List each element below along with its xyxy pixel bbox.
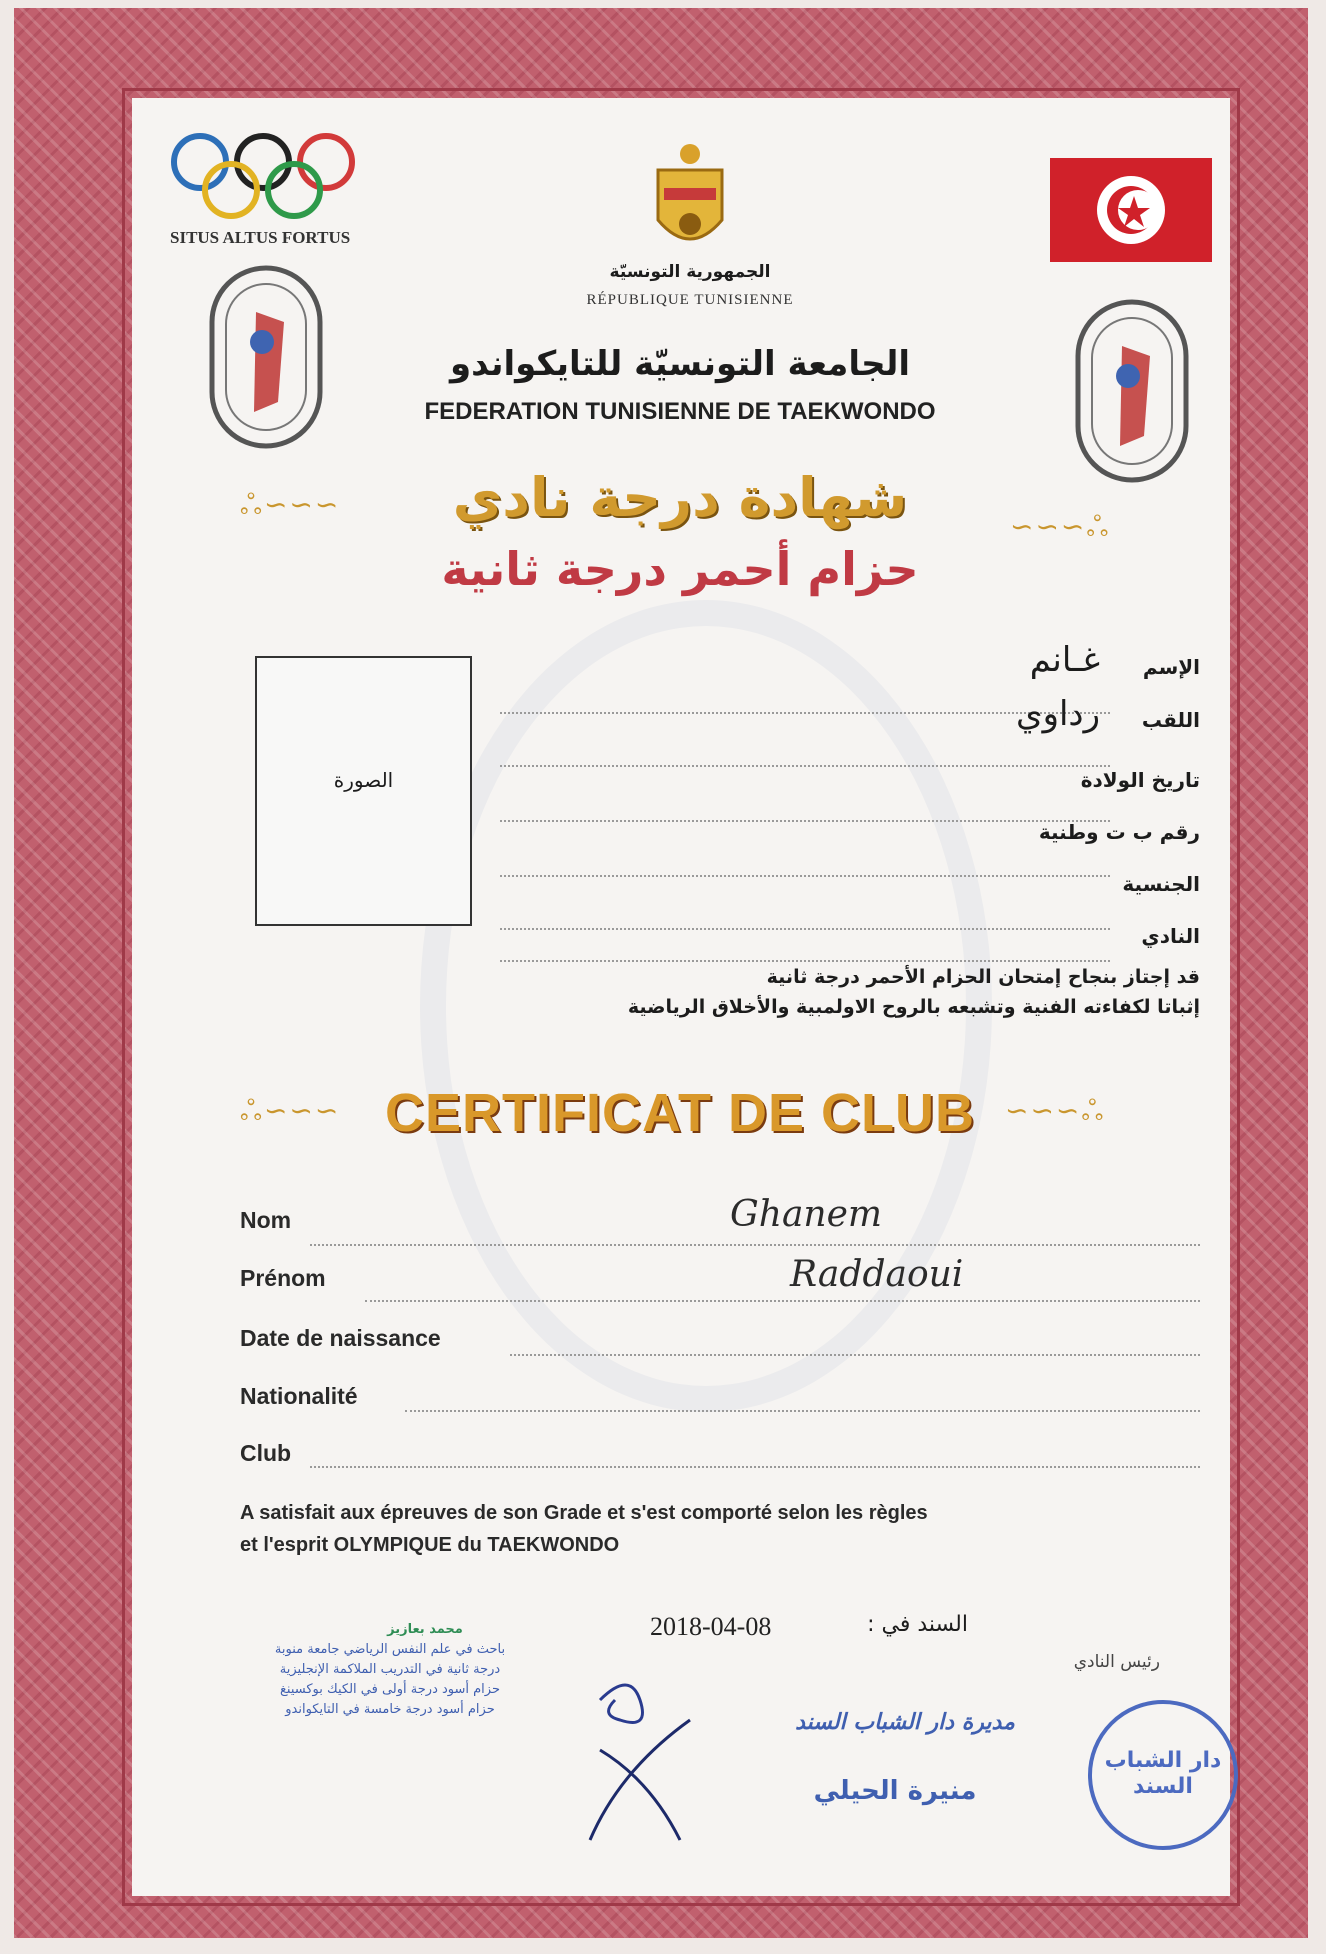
field-value-surname-ar: رداوي	[1015, 694, 1100, 734]
round-seal	[1088, 1700, 1238, 1850]
dotted-line	[405, 1410, 1200, 1412]
dotted-line	[310, 1466, 1200, 1468]
field-label-date-naissance: Date de naissance	[240, 1325, 441, 1351]
republic-french: RÉPUBLIQUE TUNISIENNE	[586, 292, 794, 308]
instructor-stamp-line: حزام أسود درجة أولى في الكيك بوكسينغ	[280, 1682, 500, 1697]
director-stamp-name: منيرة الحيلي	[813, 1776, 977, 1806]
field-label-nationalite: Nationalité	[240, 1383, 358, 1409]
field-label-nationality-ar: الجنسية	[1122, 872, 1200, 896]
field-label-nom: Nom	[240, 1207, 292, 1233]
field-label-name-ar: الإسم	[1142, 655, 1200, 679]
coat-of-arms-icon	[650, 140, 730, 260]
dotted-line	[500, 960, 1110, 962]
arabic-statement-line1: قد إجتاز بنجاح إمتحان الحزام الأحمر درجة ثانية	[766, 966, 1200, 988]
issue-date-value: 2018-04-08	[650, 1612, 772, 1641]
ornament-left-icon: ஃ∽∽∽	[240, 1094, 341, 1127]
federation-french: FEDERATION TUNISIENNE DE TAEKWONDO	[424, 398, 936, 425]
title-arabic-main: شهادة درجة نادي	[452, 466, 908, 529]
tunisian-flag	[1050, 158, 1212, 262]
dotted-line	[500, 875, 1110, 877]
dotted-line	[365, 1300, 1200, 1302]
olympic-motto: SITUS ALTUS FORTUS	[170, 228, 351, 247]
federation-arabic: الجامعة التونسيّة للتايكواندو	[449, 344, 911, 384]
field-label-club: Club	[240, 1440, 292, 1466]
issue-date-label: السند في :	[867, 1612, 968, 1637]
instructor-stamp-line: حزام أسود درجة خامسة في التايكواندو	[285, 1702, 495, 1717]
instructor-stamp-name: محمد بعازيز	[387, 1622, 463, 1637]
field-label-club-ar: النادي	[1141, 924, 1200, 948]
federation-seal-left-icon	[206, 262, 326, 452]
dotted-line	[310, 1244, 1200, 1246]
signature-icon	[560, 1660, 720, 1850]
ornament-left-icon: ஃ∽∽∽	[240, 488, 341, 521]
ornament-right-icon: ∽∽∽ஃ	[1010, 510, 1111, 543]
field-label-surname-ar: اللقب	[1141, 708, 1200, 732]
federation-seal-right-icon	[1072, 296, 1192, 486]
arabic-statement-line2: إثباتا لكفاءته الفنية وتشبعه بالروح الاولمبية والأخلاق الرياضية	[627, 996, 1200, 1018]
olympic-rings-icon	[168, 130, 358, 225]
instructor-stamp-line: درجة ثانية في التدريب الملاكمة الإنجليزية	[279, 1662, 501, 1677]
title-french: CERTIFICAT DE CLUB	[385, 1083, 975, 1143]
title-arabic-sub: حزام أحمر درجة ثانية	[441, 542, 919, 596]
round-seal-text: دار الشباب السند	[1104, 1748, 1222, 1800]
french-statement-line2: et l'esprit OLYMPIQUE du TAEKWONDO	[240, 1534, 620, 1556]
dotted-line	[500, 765, 1110, 767]
dotted-line	[510, 1354, 1200, 1356]
club-president-label: رئيس النادي	[1073, 1652, 1160, 1672]
field-label-id-ar: رقم ب ت وطنية	[1038, 820, 1200, 844]
french-statement-line1: A satisfait aux épreuves de son Grade et s'est comporté selon les règles	[240, 1502, 928, 1524]
republic-arabic: الجمهورية التونسيّة	[609, 262, 771, 282]
field-value-prenom: Raddaoui	[790, 1254, 964, 1295]
flag-crescent-icon	[1050, 158, 1212, 262]
field-value-name-ar: غـانم	[1029, 640, 1100, 680]
photo-placeholder	[255, 656, 472, 926]
photo-label: الصورة	[333, 768, 394, 792]
instructor-stamp-line: باحث في علم النفس الرياضي جامعة منوبة	[274, 1642, 506, 1657]
field-label-birthdate-ar: تاريخ الولادة	[1080, 768, 1200, 792]
director-stamp-title: مديرة دار الشباب السند	[795, 1710, 1015, 1735]
field-label-prenom: Prénom	[240, 1265, 326, 1291]
ornament-right-icon: ∽∽∽ஃ	[1005, 1094, 1106, 1127]
dotted-line	[500, 928, 1110, 930]
field-value-nom: Ghanem	[730, 1194, 883, 1235]
